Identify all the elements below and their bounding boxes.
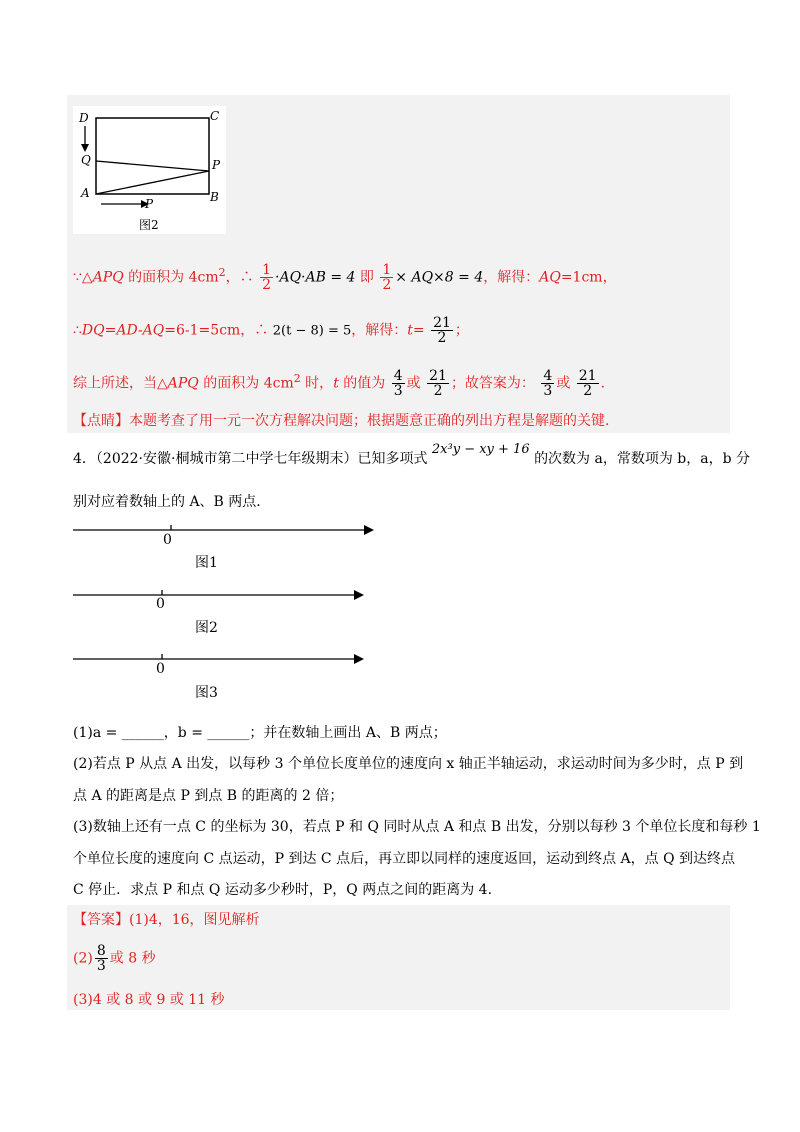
subquestion-2-line-2: 点 A 的距离是点 P 到点 B 的距离的 2 倍； — [73, 788, 344, 804]
answer-3: (3)4 或 8 或 9 或 11 秒 — [73, 992, 225, 1008]
axis1-zero-label: 0 — [163, 532, 172, 548]
label-c: C — [210, 109, 220, 123]
axis3-caption: 图3 — [195, 685, 218, 701]
rectangle-diagram — [73, 106, 226, 234]
solution-line-3: 综上所述，当△APQ 的面积为 $4cm^2$ 时，t 的值为 $\frac{4}{3}$ 或 $\frac{21}{2}$ ；故答案为： $\frac{4}{3}$ 或 $\frac{21}{2}$ . — [73, 368, 606, 400]
solution-line-2: ∴DQ=AD-AQ=6-1=5cm，∴ 2(t − 8) = 5，解得：t= $\frac{21}{2}$ ； — [73, 315, 469, 346]
label-p-arrow: P — [145, 197, 154, 211]
question-line-1: 4．（2022·安徽·桐城市第二中学七年级期末）已知多项式 2x³y − xy + 16 的次数为 a，常数项为 b，a，b 分 — [73, 442, 751, 467]
axis1-caption: 图1 — [195, 555, 218, 571]
number-axes — [70, 520, 380, 700]
axis2-zero-label: 0 — [156, 596, 165, 612]
figure-caption: 图2 — [139, 218, 159, 232]
solution-comment: 【点睛】本题考查了用一元一次方程解决问题；根据题意正确的列出方程是解题的关键. — [73, 413, 610, 429]
label-q: Q — [81, 153, 91, 167]
subquestion-3-line-1: (3)数轴上还有一点 C 的坐标为 30，若点 P 和 Q 同时从点 A 和点 B 出发，分别以每秒 3 个单位长度和每秒 1 — [73, 819, 761, 835]
solution-line-1: ∵△APQ 的面积为 $4cm^2$，∴ $\frac{1}{2}$ ·AQ·AB = 4 即 $\frac{1}{2}$ × AQ×8 = 4，解得：AQ=1cm， — [73, 262, 617, 294]
subquestion-3-line-2: 个单位长度的速度向 C 点运动，P 到达 C 点后，再立即以同样的速度返回，运动到终点 A，点 Q 到达终点 — [73, 851, 736, 867]
answer-1: 【答案】(1)4，16，图见解析 — [73, 912, 260, 928]
axis3-zero-label: 0 — [156, 661, 165, 677]
axis2-caption: 图2 — [195, 620, 218, 636]
label-d: D — [79, 111, 89, 125]
question-line-2: 别对应着数轴上的 A、B 两点. — [73, 494, 261, 510]
label-a: A — [81, 186, 90, 200]
label-p: P — [212, 158, 221, 172]
subquestion-3-line-3: C 停止．求点 P 和点 Q 运动多少秒时，P，Q 两点之间的距离为 4. — [73, 882, 493, 898]
geometry-figure — [73, 106, 226, 234]
answer-2: (2) $\frac{8}{3}$ 或 8 秒 — [73, 943, 156, 974]
label-b: B — [210, 190, 219, 204]
subquestion-2-line-1: (2)若点 P 从点 A 出发，以每秒 3 个单位长度单位的速度向 x 轴正半轴运动，求运动时间为多少时，点 P 到 — [73, 756, 744, 772]
subquestion-1: (1)a = ______，b = ______；并在数轴上画出 A、B 两点； — [73, 725, 447, 741]
